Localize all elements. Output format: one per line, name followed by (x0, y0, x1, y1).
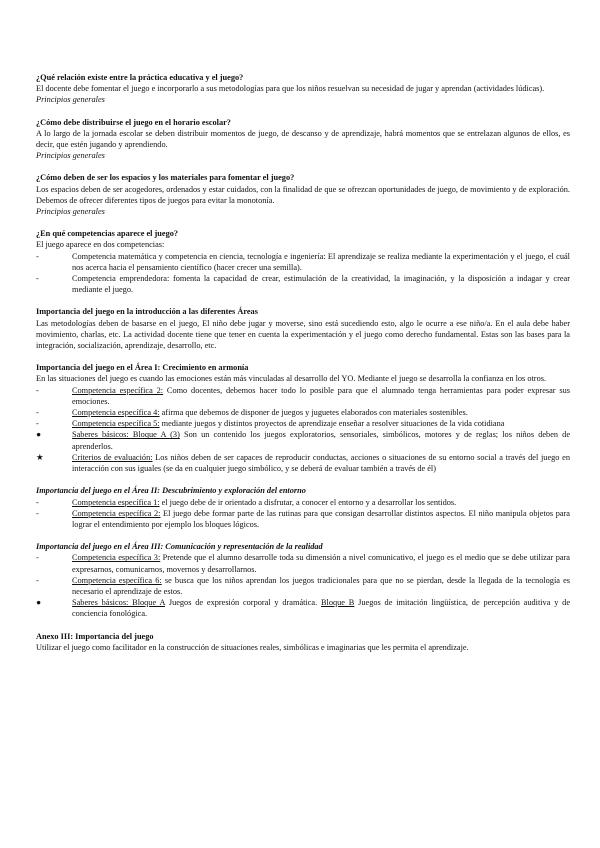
item-text: el juego debe de ir orientado a disfrutar, a conocer el entorno y a desarrollar los sentidos. (159, 497, 457, 507)
question-heading: ¿En qué competencias aparece el juego? (36, 229, 179, 239)
section-area-2 (36, 485, 570, 530)
section-espacios (36, 172, 570, 217)
list-item (36, 508, 570, 530)
source-note: Principios generales (36, 151, 105, 161)
item-label: Competencia específica 5: (72, 419, 160, 429)
paragraph: Utilizar el juego como facilitador en la construcción de situaciones reales, simbólicas e imaginarias que les permita el aprendizaje. (36, 642, 469, 652)
item-label: Competencia específica 2: (72, 385, 164, 395)
list-marker: - (36, 575, 39, 585)
list-item (36, 407, 570, 418)
list-item (36, 552, 570, 574)
item-label: Saberes básicos: Bloque A (72, 598, 166, 608)
item-text: Pretende que el alumno desarrolle toda su dimensión a nivel comunicativo, el juego es el medio que se debe utilizar para expresarnos, comunicarnos, movernos y desarrollarnos. (72, 553, 570, 574)
list-item (36, 273, 570, 295)
item-text: Los niños deben de ser capaces de reproducir conductas, acciones o situaciones de su entorno social a través del juego en interacción con sus iguales (se da en cualquier juego simbólico, y se deberá de evaluar también a través de él) (72, 452, 570, 474)
list-marker: - (36, 408, 39, 418)
item-text: Son un contenido los juegos exploratorios, sensoriales, simbólicos, motores y de reglas; los niños deben de aprenderlos. (72, 430, 571, 451)
source-note: Principios generales (36, 95, 105, 105)
item-text: Como docentes, debemos hacer todo lo posible para que el alumnado tenga herramientas para poder expresar sus emociones. (72, 385, 570, 406)
section-area-1 (36, 362, 570, 474)
list-marker: - (36, 553, 39, 563)
section-competencias (36, 228, 570, 295)
section-heading: Importancia del juego en el Área II: Descubrimiento y exploración del entorno (36, 486, 306, 496)
item-label: Competencia específica 3: (72, 553, 161, 563)
list-item (36, 385, 570, 407)
item-label: Competencia específica 1: (72, 497, 160, 507)
paragraph: En las situaciones del juego es cuando las emociones están más vinculadas al desarrollo del YO. Mediante el juego se desarrolla la confianza en los otros. (36, 374, 547, 384)
section-anexo (36, 631, 570, 653)
paragraph: El juego aparece en dos competencias: (36, 240, 165, 250)
list-item (36, 575, 570, 597)
item-text: se busca que los niños aprendan los juegos tradicionales para que no se pierdan, desde la llegada de la tecnología es necesario el aprendizaje de estos. (72, 575, 570, 596)
item-text: Juegos de imitación lingüística, de percepción auditiva y de conciencia fonológica. (72, 598, 570, 619)
list-marker: - (36, 385, 39, 395)
section-heading: Importancia del juego en la introducción a las diferentes Áreas (36, 307, 258, 317)
section-heading: Anexo III: Importancia del juego (36, 631, 154, 641)
item-label: Competencia específica 6: (72, 575, 162, 585)
paragraph: Las metodologías deben de basarse en el juego, El niño debe jugar y moverse, sino está sucediendo esto, algo le ocurre a ese niño/a. En el aula debe haber movimiento, charlas, etc. La actividad docente tiene que tener en cuenta la experimentación y el juego como derecho fundamental. Estas son las bases para la integración, socialización, aprendizaje, desarrollo, etc. (36, 318, 570, 351)
list-item-text: Competencia emprendedora: fomenta la capacidad de crear, estimulación de la creatividad, la imaginación, y la disposición a indagar y crear mediante el juego. (72, 274, 570, 295)
list-marker: - (36, 497, 39, 507)
section-horario (36, 117, 570, 162)
list-marker: - (36, 251, 39, 261)
list-item-text: Competencia matemática y competencia en ciencia, tecnología e ingeniería: El aprendizaje se realiza mediante la experimentación y el juego, el cuál nos acerca hacia el pensamiento científico (hacer crecer una semilla). (72, 251, 570, 272)
paragraph: Los espacios deben de ser acogedores, ordenados y estar cuidados, con la finalidad de que se ofrezcan oportunidades de juego, de movimiento y de exploración. Debemos de ofrecer diferentes tipos de juegos para evitar la monotonía. (36, 184, 570, 205)
bullet-marker: ● (36, 598, 42, 608)
question-heading: ¿Qué relación existe entre la práctica educativa y el juego? (36, 73, 244, 82)
section-area-3 (36, 541, 570, 619)
item-text: El juego debe formar parte de las rutinas para que consigan desarrollar distintos aspectos. El niño manipula objetos para lograr el entendimiento por ejemplo los bloques lógicos. (72, 508, 570, 529)
section-heading: Importancia del juego en el Área I: Crecimiento en armonía (36, 363, 249, 373)
question-heading: ¿Cómo deben de ser los espacios y los materiales para fomentar el juego? (36, 173, 295, 183)
section-relacion (36, 72, 570, 106)
item-text: mediante juegos y distintos proyectos de aprendizaje enseñar a resolver situaciones de la vida cotidiana (159, 419, 505, 429)
item-text: Juegos de expresión corporal y dramática. (165, 598, 321, 608)
section-heading: Importancia del juego en el Área III: Comunicación y representación de la realidad (36, 542, 323, 552)
item-label: Bloque B (321, 598, 355, 608)
paragraph: A lo largo de la jornada escolar se deben distribuir momentos de juego, de descanso y de aprendizaje, habrá momentos que se entrelazan algunos de ellos, es decir, que estén jugando y aprendiendo. (36, 128, 570, 150)
list-marker: - (36, 419, 39, 429)
list-item (36, 429, 570, 451)
item-label: Competencia específica 2: (72, 508, 161, 518)
section-introduccion (36, 306, 570, 351)
list-item (36, 251, 570, 273)
item-label: Saberes básicos: Bloque A (3) (72, 430, 180, 440)
item-label: Competencia específica 4: (72, 408, 160, 418)
list-item (36, 418, 570, 429)
question-heading: ¿Cómo debe distribuirse el juego en el horario escolar? (36, 117, 231, 127)
bullet-marker: ● (36, 430, 42, 440)
source-note: Principios generales (36, 207, 105, 217)
list-item (36, 497, 570, 508)
list-item (36, 597, 570, 619)
paragraph: El docente debe fomentar el juego e incorporarlo a sus metodologías para que los niños resuelvan su necesidad de jugar y aprendan (actividades lúdicas). (36, 84, 545, 94)
list-item (36, 452, 570, 474)
list-marker: - (36, 274, 39, 284)
star-marker: ★ (36, 452, 44, 462)
item-label: Criterios de evaluación: (72, 452, 153, 462)
list-marker: - (36, 508, 39, 518)
item-text: afirma que debemos de disponer de juegos y juguetes elaborados con materiales sostenibles. (159, 408, 468, 418)
